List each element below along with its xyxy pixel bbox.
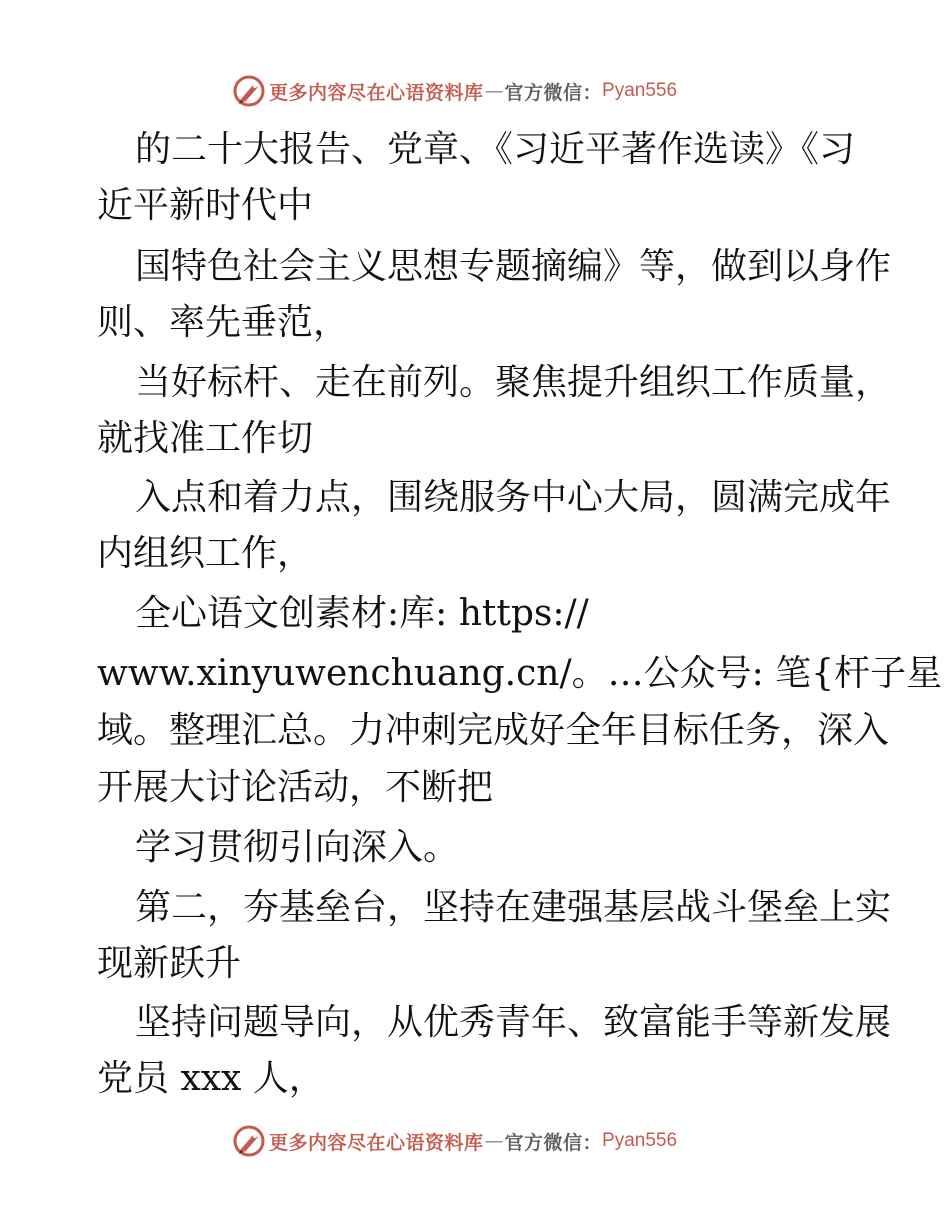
text-line: 的二十大报告、党章、《习近平著作选读》《习 <box>135 129 856 170</box>
text-line: 国特色社会主义思想专题摘编》等，做到以身作 <box>135 246 892 287</box>
text-line: 全心语文创素材:库: https:// <box>135 593 589 634</box>
banner-wechat-label: 官方微信： <box>504 81 603 104</box>
text-line: 学习贯彻引向深入。 <box>135 827 460 868</box>
banner-separator: — <box>484 80 504 102</box>
text-line: 就找准工作切 <box>97 418 314 459</box>
text-line: 开展大讨论活动，不断把 <box>97 767 494 808</box>
banner-separator: — <box>484 1130 504 1152</box>
footer-watermark-banner <box>0 1120 950 1160</box>
banner-brand-text: 更多内容尽在心语资料库 <box>269 1131 484 1154</box>
banner-brand-text: 更多内容尽在心语资料库 <box>269 81 484 104</box>
header-watermark-banner <box>0 70 950 110</box>
text-line: 域。整理汇总。力冲刺完成好全年目标任务，深入 <box>97 710 890 751</box>
text-line: 则、率先垂范， <box>97 302 350 343</box>
text-line: 第二，夯基垒台，坚持在建强基层战斗堡垒上实 <box>135 887 892 928</box>
text-line: 当好标杆、走在前列。聚焦提升组织工作质量， <box>135 362 892 403</box>
pen-logo-icon <box>232 1124 266 1158</box>
text-line: 近平新时代中 <box>97 185 314 226</box>
pen-logo-icon <box>232 74 266 108</box>
banner-wechat-label: 官方微信： <box>504 1131 603 1154</box>
banner-wechat-id: Pyan556 <box>602 1130 678 1151</box>
banner-wechat-id: Pyan556 <box>602 80 678 101</box>
text-line: 内组织工作， <box>97 533 314 574</box>
text-line: 入点和着力点，围绕服务中心大局，圆满完成年 <box>135 477 892 518</box>
text-line: 党员 xxx 人， <box>97 1058 325 1099</box>
text-line: 坚持问题导向，从优秀青年、致富能手等新发展 <box>135 1002 892 1043</box>
text-line: 现新跃升 <box>97 943 242 984</box>
text-line: www.xinyuwenchuang.cn/。…公众号: 笔{杆子星 <box>97 653 943 694</box>
